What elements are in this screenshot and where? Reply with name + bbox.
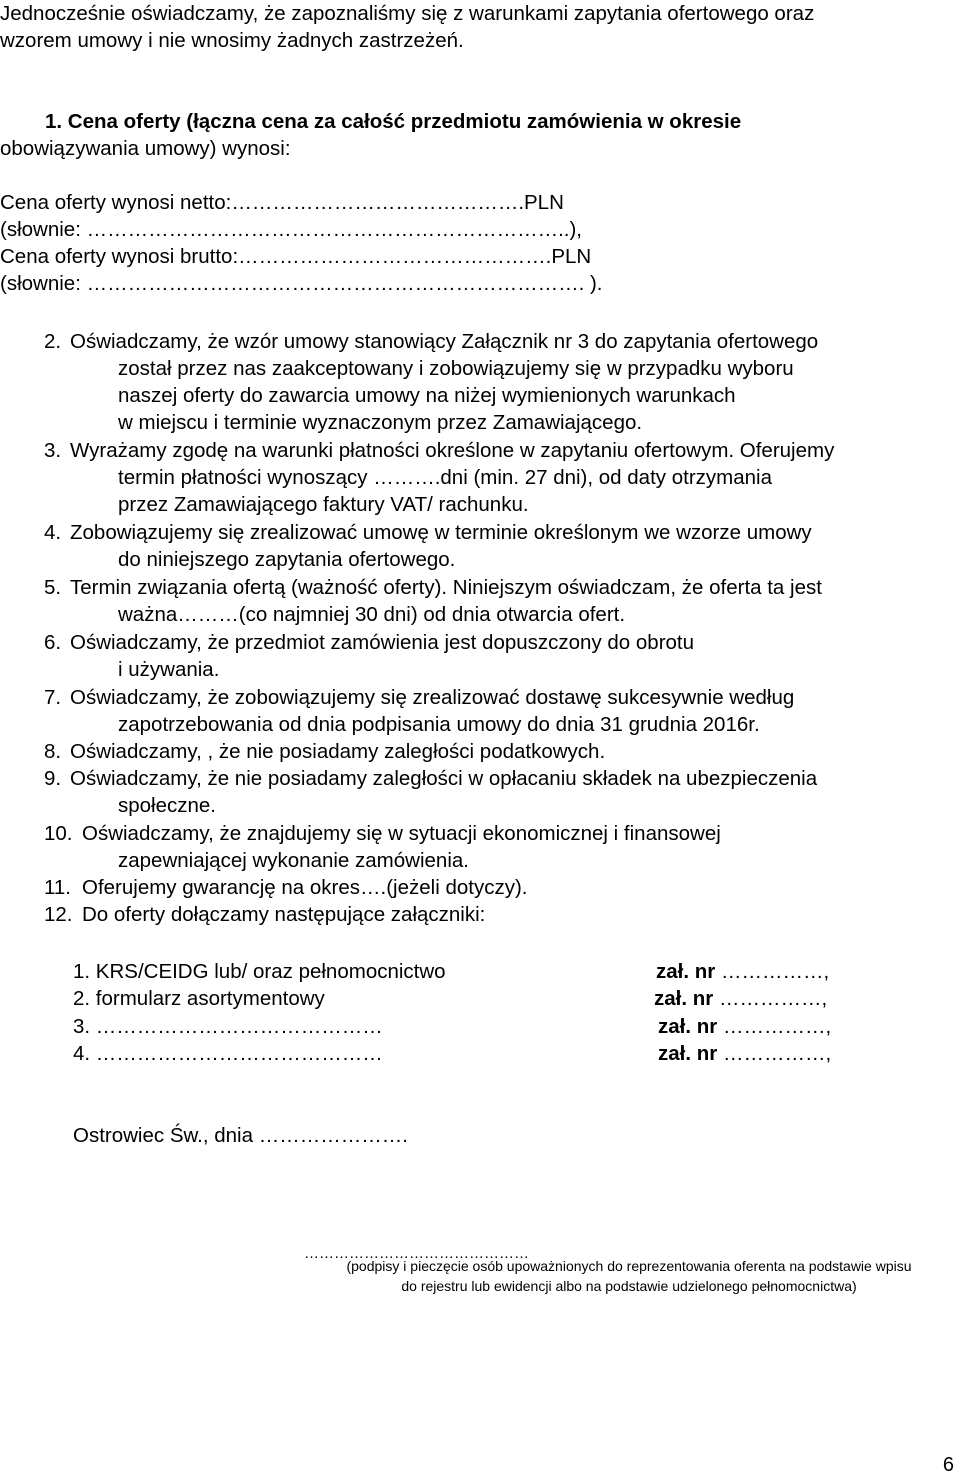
attachment-nr-value: ……………,: [718, 987, 828, 1010]
section1-heading-line-1: 1. Cena oferty (łączna cena za całość przedmiotu zamówienia w okresie: [45, 110, 742, 133]
item-12: [44, 901, 485, 928]
item-number: 12.: [44, 903, 73, 926]
page-number: 6: [942, 1454, 954, 1476]
attachment-3-nr: [658, 1013, 831, 1040]
item-number: 5.: [44, 576, 62, 599]
signature-note: [306, 1256, 952, 1296]
place-date: Ostrowiec Św., dnia ………………….: [73, 1124, 408, 1147]
item-text: Oferujemy gwarancję na okres….(jeżeli dotyczy).: [82, 876, 528, 899]
item-text: naszej oferty do zawarcia umowy na niżej wymienionych warunkach: [118, 384, 736, 407]
item-4: [44, 519, 812, 573]
item-text: Wyrażamy zgodę na warunki płatności określone w zapytaniu ofertowym. Oferujemy: [70, 439, 835, 462]
section1-heading-line-2: obowiązywania umowy) wynosi:: [0, 137, 291, 160]
item-text: Termin związania ofertą (ważność oferty). Niniejszym oświadczam, że oferta ta jest: [70, 576, 822, 599]
item-text: i używania.: [118, 658, 220, 681]
item-text: w miejscu i terminie wyznaczonym przez Zamawiającego.: [118, 411, 643, 434]
attachment-nr-label: zał. nr: [658, 1015, 718, 1038]
signature-note-line-1: (podpisy i pieczęcie osób upoważnionych do reprezentowania oferenta na podstawie wpisu: [346, 1258, 912, 1274]
item-2: [44, 328, 818, 436]
attachment-nr-value: ……………,: [722, 1015, 832, 1038]
item-number: 11.: [44, 876, 71, 899]
signature-note-line-2: do rejestru lub ewidencji albo na podstawie udzielonego pełnomocnictwa): [401, 1278, 857, 1294]
attachment-1-nr: [656, 958, 829, 985]
item-text: Oświadczamy, że nie posiadamy zaległości w opłacaniu składek na ubezpieczenia: [70, 767, 818, 790]
item-text: Zobowiązujemy się zrealizować umowę w terminie określonym we wzorze umowy: [70, 521, 812, 544]
attachment-4-nr: [658, 1040, 831, 1067]
item-number: 2.: [44, 330, 62, 353]
attachment-1-label: 1. KRS/CEIDG lub/ oraz pełnomocnictwo: [73, 960, 446, 983]
attachment-nr-label: zał. nr: [654, 987, 714, 1010]
item-text: ważna………(co najmniej 30 dni) od dnia otwarcia ofert.: [118, 603, 626, 626]
item-7: [44, 684, 794, 738]
item-number: 7.: [44, 686, 62, 709]
item-text: termin płatności wynoszący ……….dni (min. 27 dni), od daty otrzymania: [118, 466, 772, 489]
item-text: został przez nas zaakceptowany i zobowiązujemy się w przypadku wyboru: [118, 357, 794, 380]
item-5: [44, 574, 822, 628]
price-netto-words: (słownie: ……………………………………………………………..),: [0, 218, 582, 241]
item-text: Oświadczamy, że przedmiot zamówienia jest dopuszczony do obrotu: [70, 631, 695, 654]
item-6: [44, 629, 694, 683]
item-text: Oświadczamy, że wzór umowy stanowiący Załącznik nr 3 do zapytania ofertowego: [70, 330, 819, 353]
intro-line-2: wzorem umowy i nie wnosimy żadnych zastrzeżeń.: [0, 29, 464, 52]
item-number: 6.: [44, 631, 62, 654]
item-text: Oświadczamy, że znajdujemy się w sytuacji ekonomicznej i finansowej: [82, 822, 721, 845]
signature-dots: ………………………………………: [304, 1245, 529, 1262]
item-number: 9.: [44, 767, 62, 790]
item-text: Do oferty dołączamy następujące załączniki:: [82, 903, 486, 926]
item-11: [44, 874, 527, 901]
attachment-4-label: 4. ……………………………………: [73, 1042, 383, 1065]
attachment-2-nr: [654, 985, 827, 1012]
item-text: Oświadczamy, , że nie posiadamy zaległości podatkowych.: [70, 740, 606, 763]
item-number: 3.: [44, 439, 62, 462]
price-netto: Cena oferty wynosi netto:…………………………………….PLN: [0, 191, 564, 214]
item-number: 4.: [44, 521, 62, 544]
price-brutto: Cena oferty wynosi brutto:……………………………………….PLN: [0, 245, 592, 268]
intro-line-1: Jednocześnie oświadczamy, że zapoznaliśmy się z warunkami zapytania ofertowego oraz: [0, 2, 815, 25]
item-9: [44, 765, 817, 819]
item-3: [44, 437, 834, 518]
price-brutto-words: (słownie: ………………………………………………………………. ).: [0, 272, 603, 295]
attachment-nr-label: zał. nr: [656, 960, 716, 983]
item-text: Oświadczamy, że zobowiązujemy się zrealizować dostawę sukcesywnie według: [70, 686, 795, 709]
item-8: [44, 738, 605, 765]
item-text: przez Zamawiającego faktury VAT/ rachunku.: [118, 493, 529, 516]
item-text: społeczne.: [118, 794, 217, 817]
item-number: 8.: [44, 740, 62, 763]
attachment-2-label: 2. formularz asortymentowy: [73, 987, 325, 1010]
item-text: do niniejszego zapytania ofertowego.: [118, 548, 456, 571]
attachment-nr-value: ……………,: [722, 1042, 832, 1065]
item-10: [44, 820, 721, 874]
item-text: zapewniającej wykonanie zamówienia.: [118, 849, 469, 872]
attachment-3-label: 3. ……………………………………: [73, 1015, 383, 1038]
attachment-nr-label: zał. nr: [658, 1042, 718, 1065]
item-text: zapotrzebowania od dnia podpisania umowy do dnia 31 grudnia 2016r.: [118, 713, 760, 736]
item-number: 10.: [44, 822, 73, 845]
attachment-nr-value: ……………,: [720, 960, 830, 983]
